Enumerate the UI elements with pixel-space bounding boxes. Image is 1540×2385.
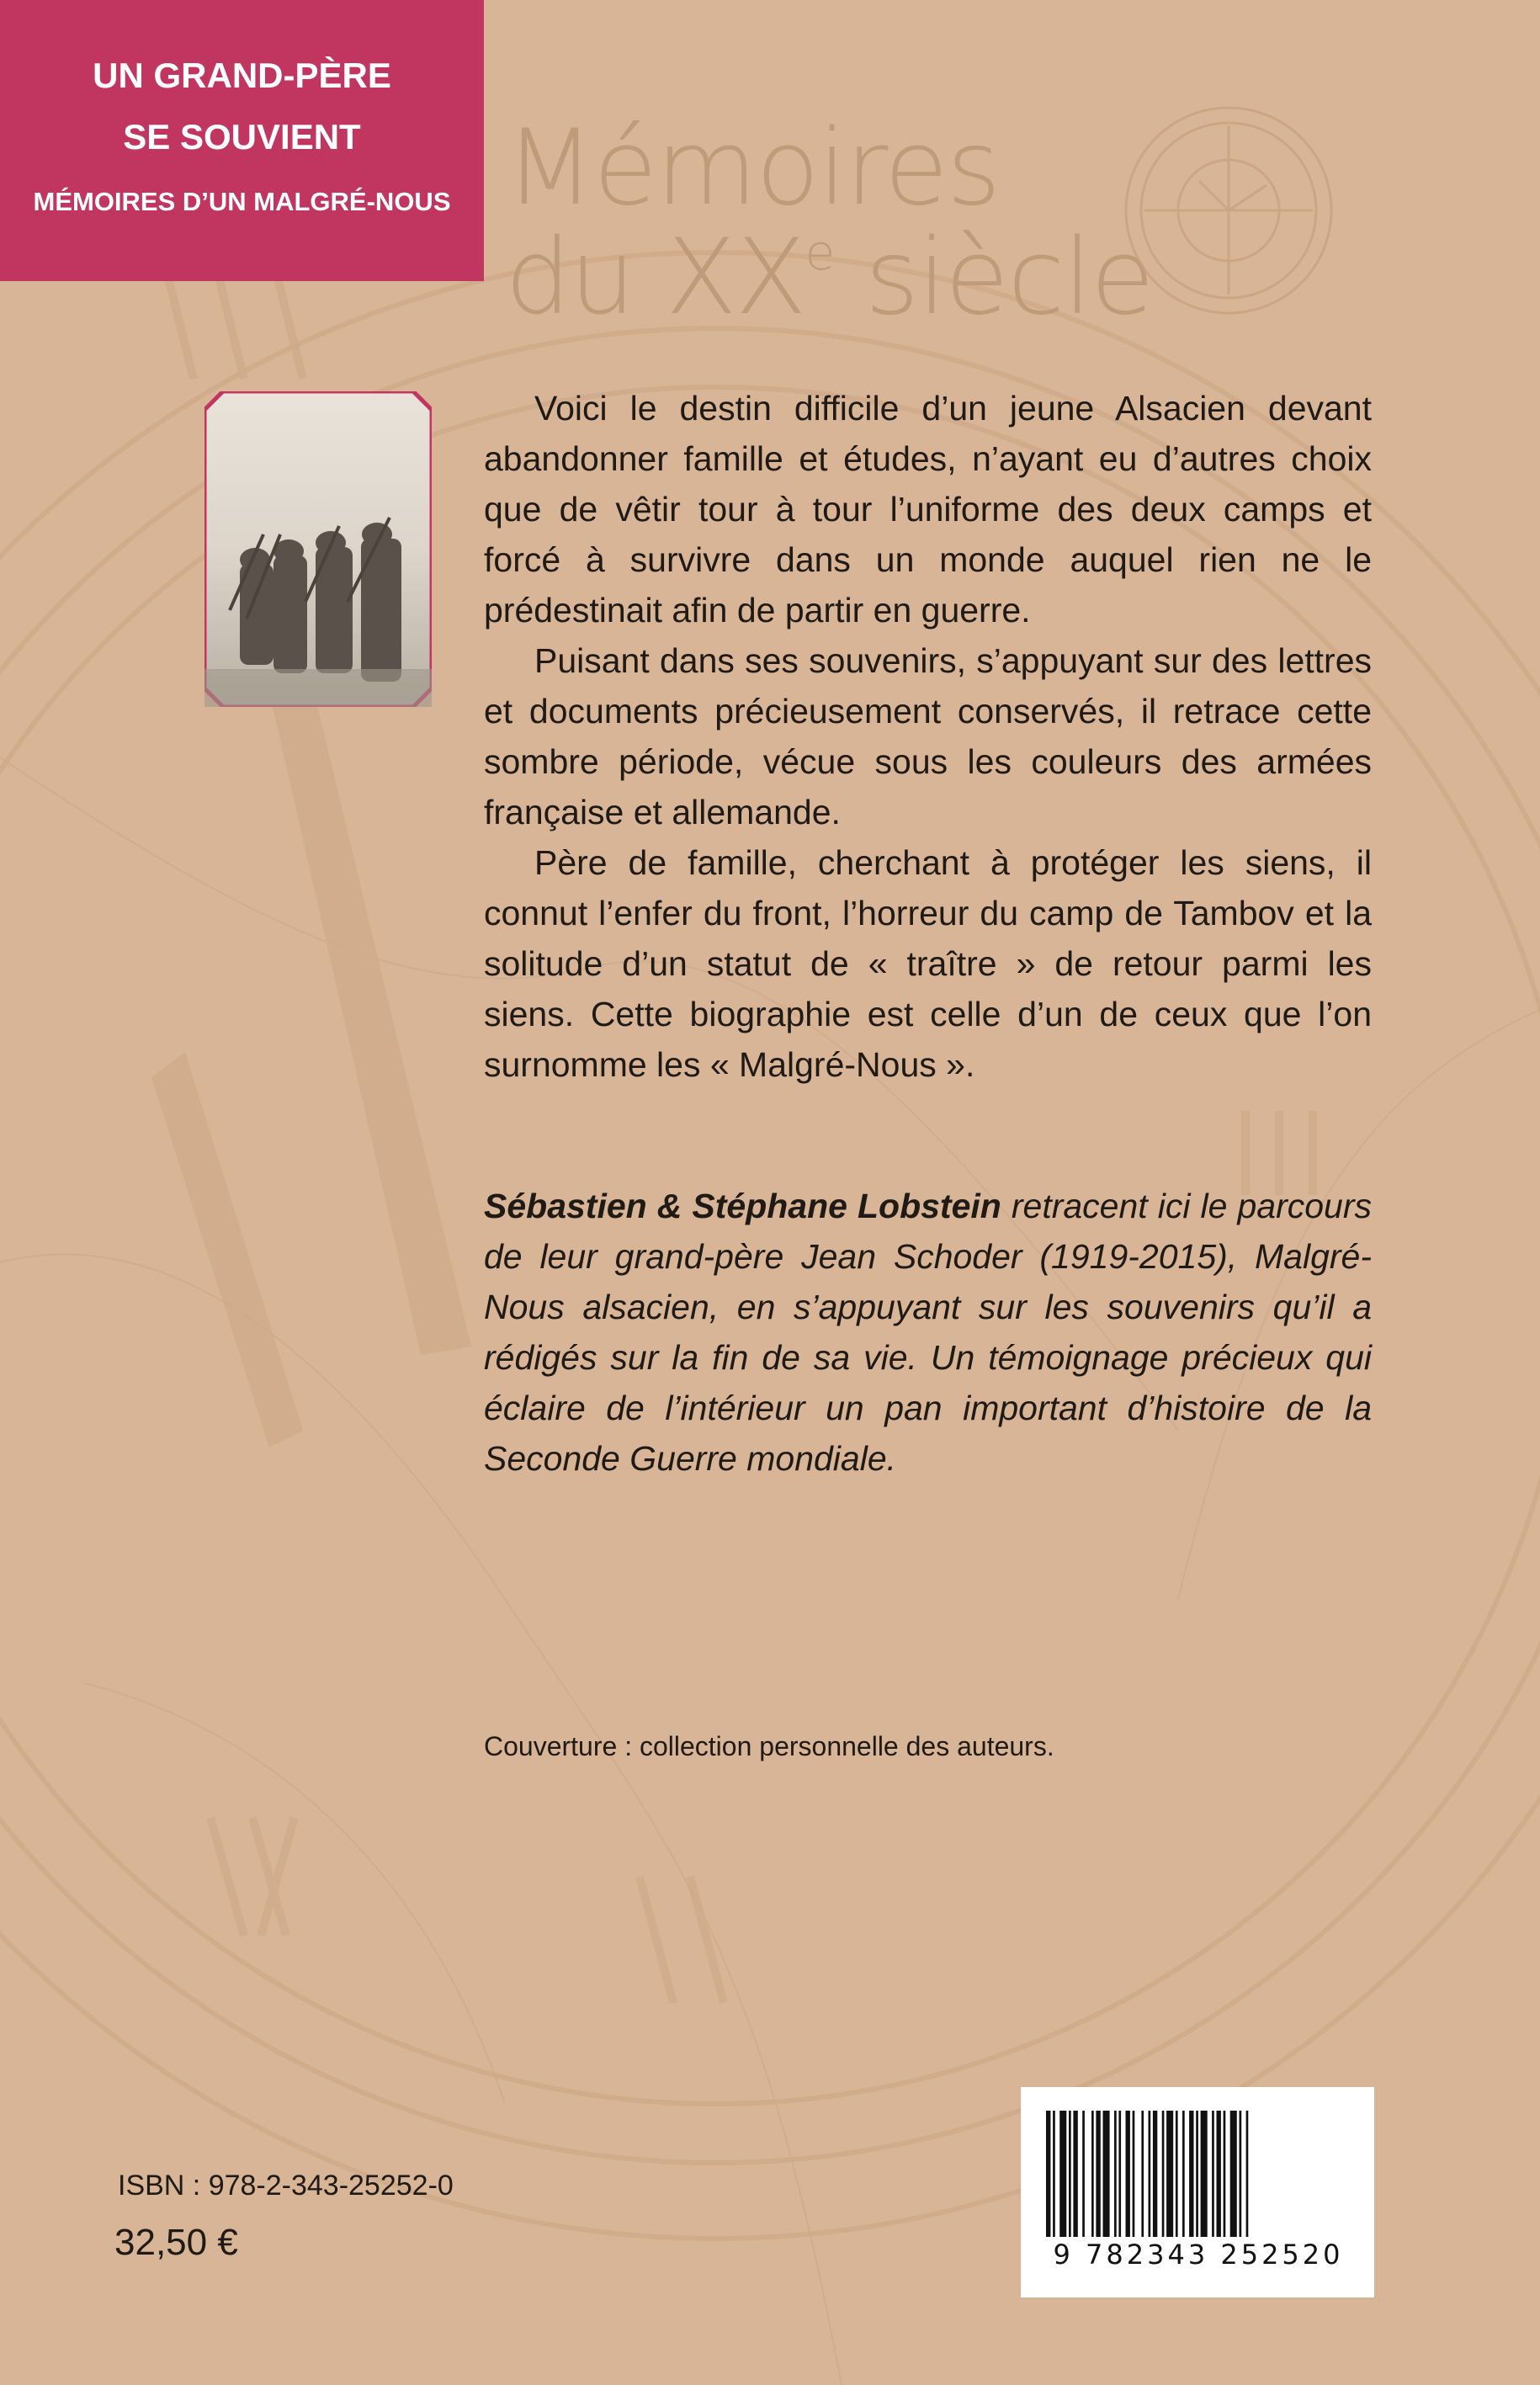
author-names: Sébastien & Stéphane Lobstein	[484, 1187, 1001, 1225]
banner-title-line2: SE SOUVIENT	[123, 117, 361, 157]
price: 32,50 €	[114, 2222, 238, 2263]
series-title-line2: du XXe siècle	[505, 217, 1153, 338]
back-cover-blurb	[484, 383, 1372, 1090]
series-title-line1: Mémoires	[505, 108, 1000, 229]
authors-paragraph	[484, 1181, 1372, 1484]
series-clock-logo	[1119, 101, 1338, 320]
collection-banner	[0, 0, 484, 281]
series-title	[505, 108, 1153, 338]
banner-subtitle: MÉMOIRES D’UN MALGRÉ-NOUS	[33, 187, 451, 216]
authors-description: retracent ici le parcours de leur grand-père Jean Schoder (1919-2015), Malgré-Nous alsacien, en s’appuyant sur les souvenirs qu’il a rédigés sur la fin de sa vie. Un témoignage précieux qui éclaire de l’intérieur un pan important d’histoire de la Seconde Guerre mondiale.	[484, 1187, 1372, 1478]
blurb-paragraph-2: Puisant dans ses souvenirs, s’appuyant sur des lettres et documents précieusement conservés, il retrace cette sombre période, vécue sous les couleurs des armées française et allemande.	[484, 641, 1372, 831]
blurb-paragraph-3: Père de famille, cherchant à protéger les siens, il connut l’enfer du front, l’horreur du camp de Tambov et la solitude d’un statut de « traître » de retour parmi les siens. Cette biographie est celle d’un de ceux que l’on surnomme les « Malgré-Nous ».	[484, 843, 1372, 1084]
barcode-number: 9 782343 252520	[1053, 2239, 1344, 2271]
isbn: ISBN : 978-2-343-25252-0	[118, 2170, 454, 2202]
soldiers-photograph	[204, 391, 432, 707]
blurb-paragraph-1: Voici le destin difficile d’un jeune Alsacien devant abandonner famille et études, n’ayant eu d’autres choix que de vêtir tour à tour l’uniforme des deux camps et forcé à survivre dans un monde auquel rien ne le prédestinait afin de partir en guerre.	[484, 389, 1372, 629]
barcode	[1021, 2087, 1374, 2297]
banner-title-line1: UN GRAND-PÈRE	[93, 56, 391, 95]
cover-credit: Couverture : collection personnelle des auteurs.	[484, 1731, 1054, 1761]
